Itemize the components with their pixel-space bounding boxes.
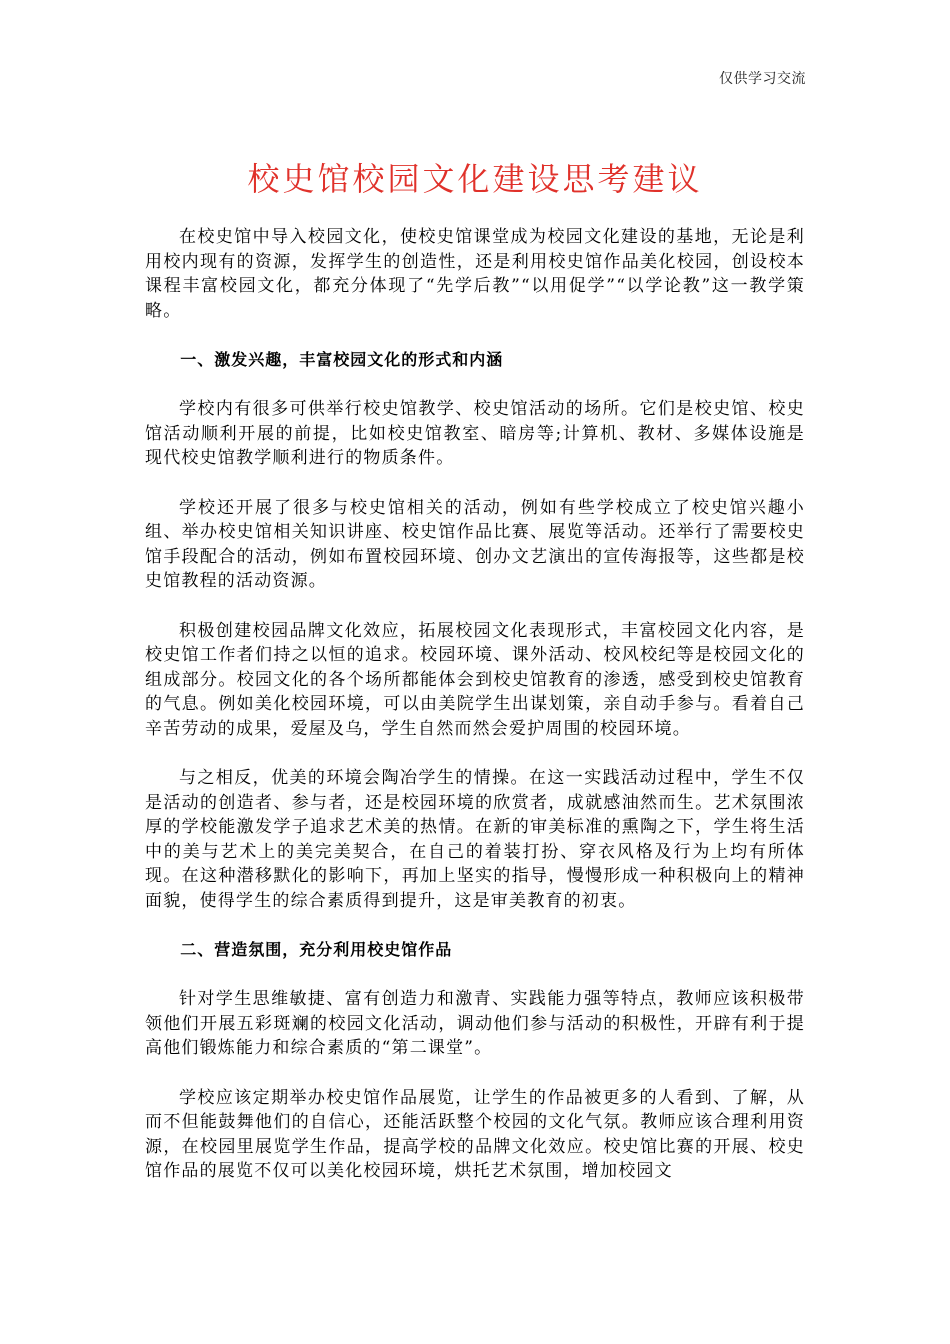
section-1-paragraph-3: 积极创建校园品牌文化效应，拓展校园文化表现形式，丰富校园文化内容，是校史馆工作者们持之以恒的追求。校园环境、课外活动、校风校纪等是校园文化的组成部分。校园文化的各个场所都能体会到校史馆教育的渗透，感受到校史馆教育的气息。例如美化校园环境，可以由美院学生出谋划策，亲自动手参与。看着自己辛苦劳动的成果，爱屋及乌，学生自然而然会爱护周围的校园环境。 xyxy=(145,620,805,739)
document-body xyxy=(145,225,805,1209)
section-2-paragraph-1: 针对学生思维敏捷、富有创造力和激青、实践能力强等特点，教师应该积极带领他们开展五彩斑斓的校园文化活动，调动他们参与活动的积极性，开辟有利于提高他们锻炼能力和综合素质的“第二课堂”。 xyxy=(145,989,805,1058)
section-2-paragraph-2: 学校应该定期举办校史馆作品展览，让学生的作品被更多的人看到、了解，从而不但能鼓舞他们的自信心，还能活跃整个校园的文化气氛。教师应该合理利用资源，在校园里展览学生作品，提高学校的品牌文化效应。校史馆比赛的开展、校史馆作品的展览不仅可以美化校园环境，烘托艺术氛围，增加校园文 xyxy=(145,1087,805,1181)
header-note: 仅供学习交流 xyxy=(719,71,806,87)
section-1-paragraph-1: 学校内有很多可供举行校史馆教学、校史馆活动的场所。它们是校史馆、校史馆活动顺利开展的前提，比如校史馆教室、暗房等;计算机、教材、多媒体设施是现代校史馆教学顺利进行的物质条件。 xyxy=(145,399,805,468)
intro-paragraph: 在校史馆中导入校园文化，使校史馆课堂成为校园文化建设的基地，无论是利用校内现有的资源，发挥学生的创造性，还是利用校史馆作品美化校园，创设校本课程丰富校园文化，都充分体现了“先学后教”“以用促学”“以学论教”这一教学策略。 xyxy=(145,227,805,321)
section-1-paragraph-2: 学校还开展了很多与校史馆相关的活动，例如有些学校成立了校史馆兴趣小组、举办校史馆相关知识讲座、校史馆作品比赛、展览等活动。还举行了需要校史馆手段配合的活动，例如布置校园环境、创办文艺演出的宣传海报等，这些都是校史馆教程的活动资源。 xyxy=(145,497,805,591)
section-1-heading: 一、激发兴趣，丰富校园文化的形式和内涵 xyxy=(180,350,504,369)
document-title: 校史馆校园文化建设思考建议 xyxy=(247,160,703,198)
section-1-paragraph-4: 与之相反，优美的环境会陶冶学生的情操。在这一实践活动过程中，学生不仅是活动的创造者、参与者，还是校园环境的欣赏者，成就感油然而生。艺术氛围浓厚的学校能激发学子追求艺术美的热情。在新的审美标准的熏陶之下，学生将生活中的美与艺术上的美完美契合，在自己的着装打扮、穿衣风格及行为上均有所体现。在这种潜移默化的影响下，再加上坚实的指导，慢慢形成一种积极向上的精神面貌，使得学生的综合素质得到提升，这是审美教育的初衷。 xyxy=(145,768,805,911)
section-2-heading: 二、营造氛围，充分利用校史馆作品 xyxy=(180,940,453,959)
